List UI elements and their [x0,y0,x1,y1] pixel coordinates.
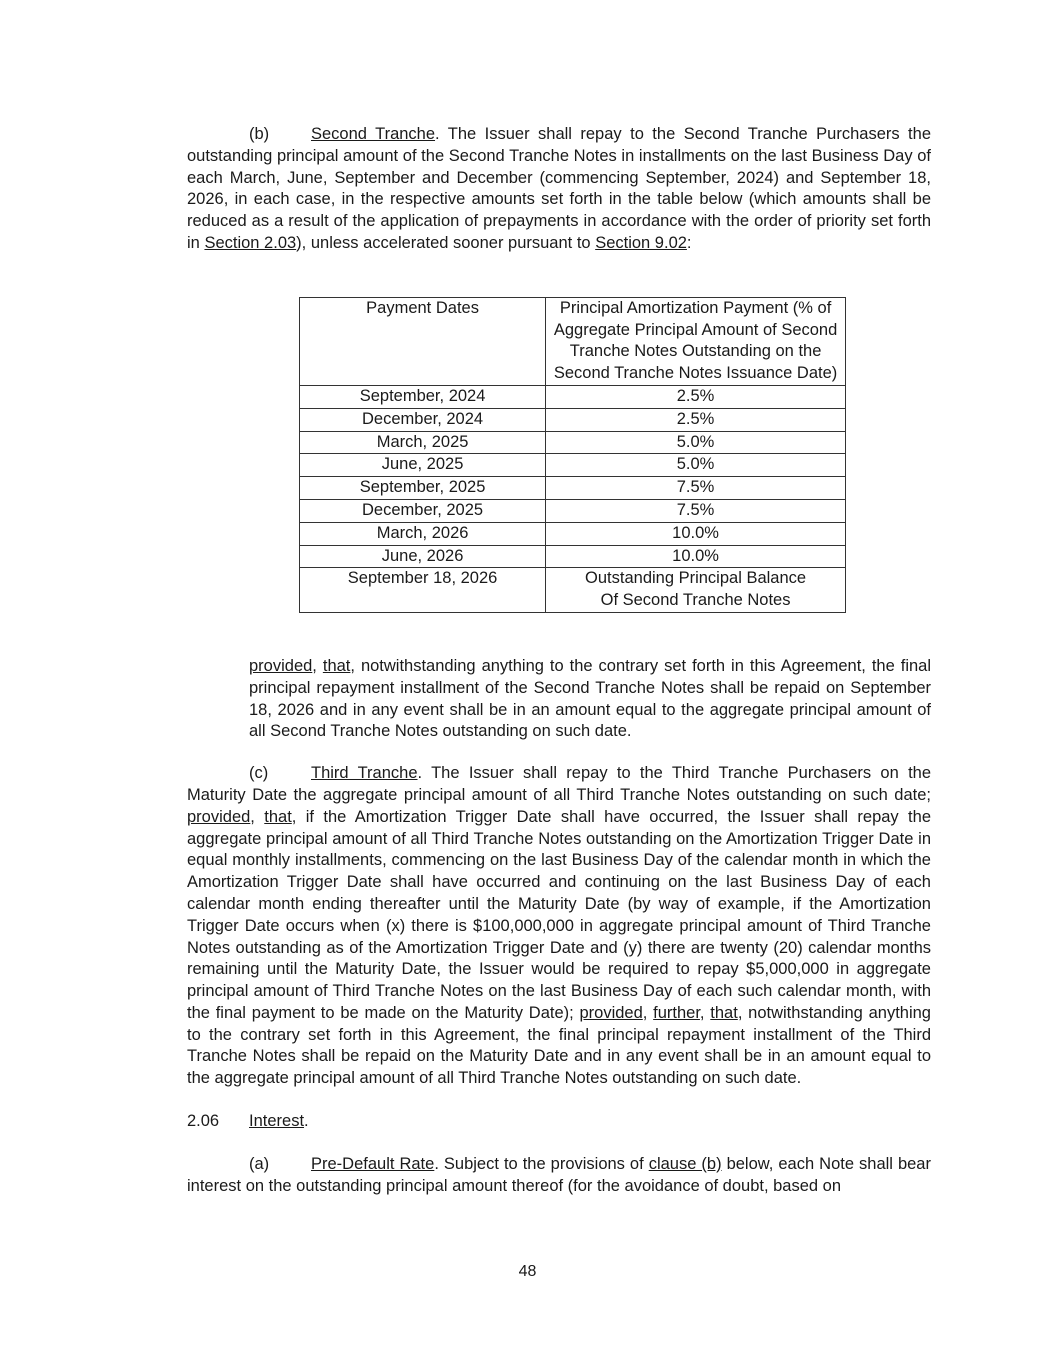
cell-date: June, 2025 [300,454,546,477]
final-payment-line-2: Of Second Tranche Notes [600,591,791,610]
clause-label-b: (b) [249,125,270,143]
cell-date: September, 2024 [300,385,546,408]
para-c-text-3: , notwithstanding anything to the contrary set forth in this Agreement, the final principal repayment installment of the Third Tranche Notes shall be repaid on the Maturity Date and in any event shall be in an amount equal to the aggregate principal amount of all Third Tranche Notes outstanding on such date. [187,1003,931,1088]
interest-heading: Interest [249,1112,305,1131]
header-payment-dates: Payment Dates [300,297,546,385]
cell-date: March, 2025 [300,431,546,454]
cell-date: September, 2025 [300,477,546,500]
table-row [300,545,846,568]
separator: , [312,656,323,675]
header-principal-amortization: Principal Amortization Payment (% of Aggregate Principal Amount of Second Tranche Notes Outstanding on the Second Tranche Notes Issuance Date) [546,297,846,385]
further-term: further [653,1003,700,1022]
table-row [300,454,846,477]
clause-label-a: (a) [249,1154,270,1173]
cell-payment: 5.0% [546,454,846,477]
cell-date: December, 2025 [300,499,546,522]
cell-payment: 7.5% [546,499,846,522]
cell-payment: 10.0% [546,522,846,545]
paragraph-c-third-tranche [187,763,931,1090]
paragraph-b-second-tranche [187,124,931,255]
cell-payment: 7.5% [546,477,846,500]
cell-payment: 10.0% [546,545,846,568]
separator: , [642,1003,654,1022]
cell-date-final: September 18, 2026 [300,568,546,613]
clause-b-ref: clause (b) [648,1154,722,1173]
that-term: that [264,807,292,826]
table-row-final [300,568,846,613]
separator: , [699,1003,711,1022]
cell-date: June, 2026 [300,545,546,568]
table-row [300,408,846,431]
pre-default-rate-heading: Pre-Default Rate [311,1154,435,1173]
table-row [300,431,846,454]
para-b-text-1: . The Issuer shall repay to the Second Tranche Purchasers the outstanding principal amount of the Second Tranche Notes in installments on the last Business Day of each March, June, September and December (commencing September, 2024) and September 18, 2026, in each case, in the respective amounts set forth in the table below (which amounts shall be reduced as a result of the application of prepayments in accordance with the order of priority set forth in [187,125,931,252]
table-row [300,499,846,522]
table-row [300,477,846,500]
provided-term: provided [249,656,313,675]
provided-term: provided [579,1003,643,1022]
section-2-06-heading [187,1111,931,1133]
proviso-paragraph [249,656,931,743]
that-term: that [322,656,351,675]
that-term: that [710,1003,738,1022]
para-a-text-1: . Subject to the provisions of [434,1154,649,1173]
section-2-03-ref: Section 2.03 [204,233,297,252]
final-payment-line-1: Outstanding Principal Balance [585,569,807,588]
cell-payment: 2.5% [546,408,846,431]
cell-date: December, 2024 [300,408,546,431]
para-b-text-3: : [686,233,692,252]
separator: , [250,807,265,826]
section-9-02-ref: Section 9.02 [595,233,687,252]
third-tranche-heading: Third Tranche [311,764,418,783]
table-header-row [300,297,846,385]
cell-payment: 5.0% [546,431,846,454]
page-number: 48 [518,1263,537,1280]
cell-payment: 2.5% [546,385,846,408]
second-tranche-heading: Second Tranche [311,125,436,143]
para-c-text-2: , if the Amortization Trigger Date shall have occurred, the Issuer shall repay the aggregate principal amount of all Third Tranche Notes outstanding on the Amortization Trigger Date in equal monthly installments, commencing on the last Business Day of the calendar month in which the Amortization Trigger Date shall have occurred and continuing on the last Business Day of each calendar month ending thereafter until the Maturity Date (by way of example, if the Amortization Trigger Date occurs when (x) there is $100,000,000 in aggregate principal amount of Third Tranche Notes outstanding as of the Amortization Trigger Date and (y) there are twenty (20) calendar months remaining until the Maturity Date, the Issuer would be required to repay $5,000,000 in aggregate principal amount of Third Tranche Notes on the last Business Day of each such calendar month, with the final payment to be made on the Maturity Date); [187,807,931,1022]
para-a-text-2: below, each Note shall bear interest on the outstanding principal amount thereof (for the avoidance of doubt, based on [187,1154,931,1195]
para-b-text-2: ), unless accelerated sooner pursuant to [296,233,596,252]
heading-period: . [304,1112,309,1131]
amortization-table [299,297,846,613]
provided-term: provided [187,807,251,826]
clause-label-c: (c) [249,764,269,783]
table-row [300,522,846,545]
paragraph-a-pre-default-rate [187,1154,931,1198]
para-c-text-1: . The Issuer shall repay to the Third Tranche Purchasers on the Maturity Date the aggregate principal amount of all Third Tranche Notes outstanding on such date; [187,764,932,804]
table-row [300,385,846,408]
section-number: 2.06 [187,1112,220,1131]
cell-payment-final [546,568,846,613]
proviso-text: , notwithstanding anything to the contrary set forth in this Agreement, the final principal repayment installment of the Second Tranche Notes shall be repaid on September 18, 2026 and in any event shall be in an amount equal to the aggregate principal amount of all Second Tranche Notes outstanding on such date. [249,656,932,741]
cell-date: March, 2026 [300,522,546,545]
document-page [187,124,931,1197]
